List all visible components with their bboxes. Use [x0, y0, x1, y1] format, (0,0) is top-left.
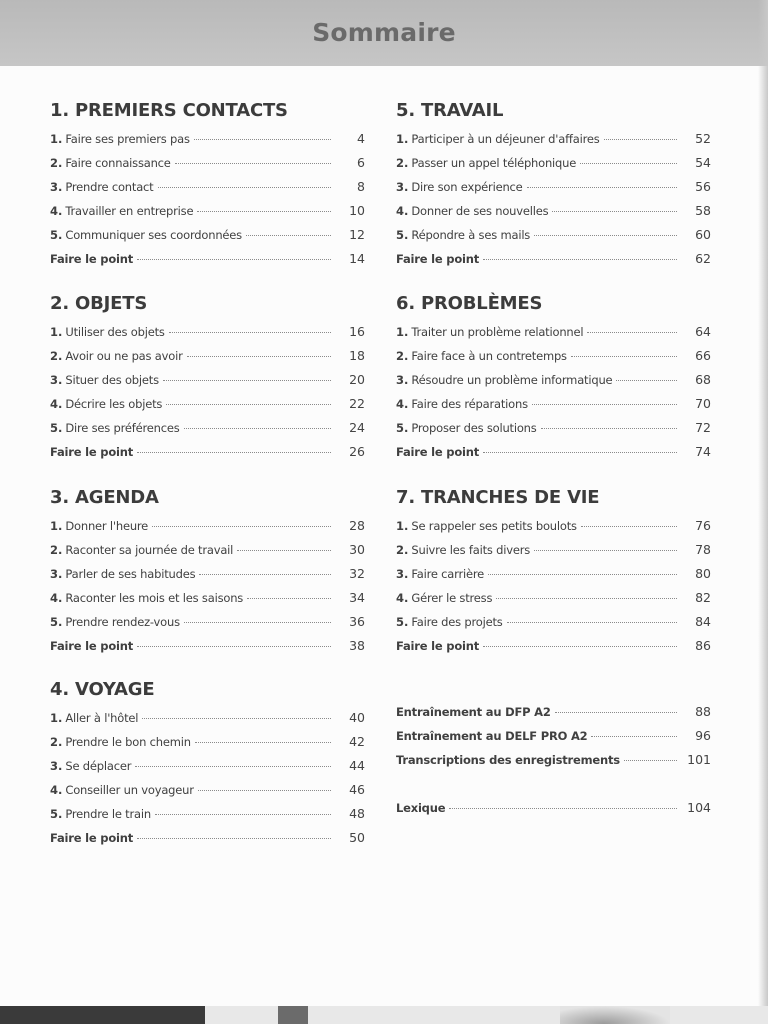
- entry-page-number: 20: [349, 372, 365, 387]
- entry-number: 4.: [50, 591, 63, 605]
- entry-label: Prendre rendez-vous: [65, 615, 180, 629]
- dot-leader: [552, 211, 677, 212]
- toc-entry[interactable]: [50, 151, 365, 175]
- toc-entry[interactable]: [50, 514, 365, 538]
- dot-leader: [184, 622, 331, 623]
- dot-leader: [534, 550, 677, 551]
- entry-label: Gérer le stress: [411, 591, 493, 605]
- entry-page-number: 24: [349, 420, 365, 435]
- entry-page-number: 42: [349, 734, 365, 749]
- entry-number: 5.: [50, 807, 63, 821]
- entry-label: Travailler en entreprise: [65, 204, 194, 218]
- dot-leader: [247, 598, 331, 599]
- dot-leader: [152, 526, 331, 527]
- entry-page-number: 74: [695, 444, 711, 459]
- entry-label: Traiter un problème relationnel: [411, 325, 584, 339]
- entry-label: Faire le point: [50, 831, 134, 845]
- entry-number: 1.: [50, 132, 63, 146]
- entry-page-number: 34: [349, 590, 365, 605]
- entry-label: Faire le point: [396, 445, 480, 459]
- toc-entry[interactable]: [50, 802, 365, 826]
- bottom-strip-mid: [278, 1006, 308, 1024]
- entry-page-number: 82: [695, 590, 711, 605]
- entry-page-number: 16: [349, 324, 365, 339]
- toc-entry[interactable]: [396, 440, 711, 464]
- entry-number: 3.: [50, 759, 63, 773]
- dot-leader: [169, 332, 331, 333]
- entry-page-number: 60: [695, 227, 711, 242]
- entry-number: 4.: [50, 204, 63, 218]
- entry-label: Dire son expérience: [411, 180, 523, 194]
- dot-leader: [604, 139, 677, 140]
- entry-label: Passer un appel téléphonique: [411, 156, 577, 170]
- dot-leader: [194, 139, 331, 140]
- entry-number: 2.: [396, 349, 409, 363]
- dot-leader: [616, 380, 677, 381]
- entry-page-number: 54: [695, 155, 711, 170]
- toc-entry[interactable]: [396, 223, 711, 247]
- entry-page-number: 84: [695, 614, 711, 629]
- dot-leader: [532, 404, 677, 405]
- toc-entry[interactable]: [396, 416, 711, 440]
- entry-number: 5.: [396, 615, 409, 629]
- entry-page-number: 28: [349, 518, 365, 533]
- entry-label: Communiquer ses coordonnées: [65, 228, 242, 242]
- toc-entry[interactable]: [396, 392, 711, 416]
- entry-label: Faire le point: [396, 639, 480, 653]
- entry-page-number: 52: [695, 131, 711, 146]
- entry-label: Faire carrière: [411, 567, 485, 581]
- dot-leader: [137, 646, 331, 647]
- toc-entry[interactable]: [396, 199, 711, 223]
- entry-page-number: 4: [357, 131, 365, 146]
- toc-entry[interactable]: [50, 247, 365, 271]
- toc-entry[interactable]: [396, 368, 711, 392]
- section-title: 5. TRAVAIL: [396, 100, 504, 121]
- entry-number: 5.: [396, 421, 409, 435]
- entry-label: Dire ses préférences: [65, 421, 180, 435]
- entry-number: 4.: [396, 397, 409, 411]
- dot-leader: [527, 187, 677, 188]
- dot-leader: [507, 622, 677, 623]
- bottom-strip-photo: [560, 1006, 670, 1024]
- toc-entry[interactable]: [396, 562, 711, 586]
- entry-number: 5.: [50, 615, 63, 629]
- toc-entry[interactable]: [396, 538, 711, 562]
- entry-page-number: 62: [695, 251, 711, 266]
- entry-page-number: 46: [349, 782, 365, 797]
- entry-label: Faire des réparations: [411, 397, 528, 411]
- section-title: 1. PREMIERS CONTACTS: [50, 100, 288, 121]
- dot-leader: [488, 574, 677, 575]
- entry-number: 3.: [50, 373, 63, 387]
- section-extras: [396, 700, 711, 820]
- toc-entry[interactable]: [50, 416, 365, 440]
- entry-number: 2.: [50, 735, 63, 749]
- toc-entry[interactable]: [50, 826, 365, 850]
- entry-label: Répondre à ses mails: [411, 228, 531, 242]
- entry-page-number: 101: [687, 752, 711, 767]
- dot-leader: [541, 428, 677, 429]
- entry-page-number: 12: [349, 227, 365, 242]
- dot-leader: [198, 790, 331, 791]
- bottom-strip-dark: [0, 1006, 205, 1024]
- entry-number: 1.: [50, 711, 63, 725]
- entry-label: Participer à un déjeuner d'affaires: [411, 132, 600, 146]
- entry-label: Résoudre un problème informatique: [411, 373, 613, 387]
- dot-leader: [158, 187, 332, 188]
- entry-number: 2.: [50, 156, 63, 170]
- page-edge-shadow: [758, 0, 768, 1024]
- entry-label: Suivre les faits divers: [411, 543, 531, 557]
- dot-leader: [483, 452, 677, 453]
- entry-number: 3.: [50, 567, 63, 581]
- toc-entry[interactable]: [396, 610, 711, 634]
- dot-leader: [591, 736, 677, 737]
- entry-number: 4.: [396, 591, 409, 605]
- entry-label: Faire connaissance: [65, 156, 171, 170]
- entry-label: Transcriptions des enregistrements: [396, 753, 620, 767]
- dot-leader: [199, 574, 331, 575]
- entry-label: Conseiller un voyageur: [65, 783, 194, 797]
- entry-page-number: 96: [695, 728, 711, 743]
- dot-leader: [483, 259, 677, 260]
- entry-number: 1.: [50, 325, 63, 339]
- entry-label: Donner l'heure: [65, 519, 149, 533]
- page-title: Sommaire: [312, 18, 456, 47]
- toc-entry[interactable]: [50, 440, 365, 464]
- left-column: [50, 0, 365, 900]
- toc-entry[interactable]: [396, 175, 711, 199]
- entry-label: Faire des projets: [411, 615, 503, 629]
- right-column: [396, 0, 711, 900]
- entry-page-number: 88: [695, 704, 711, 719]
- dot-leader: [166, 404, 331, 405]
- entry-number: 4.: [50, 783, 63, 797]
- dot-leader: [483, 646, 677, 647]
- toc-extra-entry[interactable]: [396, 724, 711, 748]
- entry-number: 1.: [396, 519, 409, 533]
- dot-leader: [195, 742, 331, 743]
- dot-leader: [496, 598, 677, 599]
- bottom-strip: [0, 1006, 768, 1024]
- dot-leader: [534, 235, 677, 236]
- entry-number: 4.: [50, 397, 63, 411]
- toc-entry[interactable]: [396, 344, 711, 368]
- toc-extra-entry[interactable]: [396, 796, 711, 820]
- section-tranches-de-vie: [396, 486, 711, 658]
- entry-number: 4.: [396, 204, 409, 218]
- entry-label: Aller à l'hôtel: [65, 711, 139, 725]
- toc-extra-entry[interactable]: [396, 748, 711, 772]
- entry-page-number: 86: [695, 638, 711, 653]
- entry-page-number: 104: [687, 800, 711, 815]
- entry-label: Faire ses premiers pas: [65, 132, 190, 146]
- toc-entry[interactable]: [50, 320, 365, 344]
- entry-page-number: 8: [357, 179, 365, 194]
- toc-entry[interactable]: [50, 610, 365, 634]
- toc-extra-entry[interactable]: [396, 700, 711, 724]
- dot-leader: [197, 211, 331, 212]
- entry-page-number: 36: [349, 614, 365, 629]
- entry-label: Entraînement au DFP A2: [396, 705, 551, 719]
- dot-leader: [137, 838, 331, 839]
- entry-label: Faire face à un contretemps: [411, 349, 567, 363]
- toc-entry[interactable]: [50, 392, 365, 416]
- entry-label: Raconter sa journée de travail: [65, 543, 234, 557]
- entry-label: Se rappeler ses petits boulots: [411, 519, 577, 533]
- dot-leader: [624, 760, 677, 761]
- entry-label: Donner de ses nouvelles: [411, 204, 549, 218]
- entry-page-number: 32: [349, 566, 365, 581]
- entry-page-number: 56: [695, 179, 711, 194]
- entry-page-number: 6: [357, 155, 365, 170]
- entry-page-number: 78: [695, 542, 711, 557]
- section-premiers-contacts: [50, 99, 365, 271]
- toc-entry[interactable]: [50, 344, 365, 368]
- toc-entry[interactable]: [50, 199, 365, 223]
- entry-label: Prendre le train: [65, 807, 151, 821]
- entry-page-number: 70: [695, 396, 711, 411]
- entry-number: 3.: [50, 180, 63, 194]
- toc-entry[interactable]: [396, 151, 711, 175]
- entry-number: 1.: [50, 519, 63, 533]
- dot-leader: [137, 452, 331, 453]
- section-title: 7. TRANCHES DE VIE: [396, 487, 600, 508]
- entry-number: 5.: [396, 228, 409, 242]
- section-title: 3. AGENDA: [50, 487, 159, 508]
- entry-page-number: 30: [349, 542, 365, 557]
- entry-page-number: 58: [695, 203, 711, 218]
- entry-page-number: 76: [695, 518, 711, 533]
- toc-entry[interactable]: [396, 127, 711, 151]
- entry-number: 2.: [396, 543, 409, 557]
- entry-label: Décrire les objets: [65, 397, 163, 411]
- entry-number: 3.: [396, 373, 409, 387]
- entry-page-number: 48: [349, 806, 365, 821]
- entry-label: Utiliser des objets: [65, 325, 165, 339]
- dot-leader: [135, 766, 331, 767]
- entry-label: Prendre le bon chemin: [65, 735, 191, 749]
- entry-number: 5.: [50, 228, 63, 242]
- entry-page-number: 72: [695, 420, 711, 435]
- toc-entry[interactable]: [50, 634, 365, 658]
- entry-number: 3.: [396, 180, 409, 194]
- entry-page-number: 22: [349, 396, 365, 411]
- entry-label: Entraînement au DELF PRO A2: [396, 729, 588, 743]
- entry-label: Raconter les mois et les saisons: [65, 591, 244, 605]
- entry-page-number: 18: [349, 348, 365, 363]
- entry-label: Faire le point: [396, 252, 480, 266]
- entry-label: Se déplacer: [65, 759, 132, 773]
- entry-page-number: 64: [695, 324, 711, 339]
- entry-label: Faire le point: [50, 445, 134, 459]
- entry-label: Parler de ses habitudes: [65, 567, 196, 581]
- toc-entry[interactable]: [50, 778, 365, 802]
- dot-leader: [449, 808, 677, 809]
- entry-label: Faire le point: [50, 252, 134, 266]
- entry-page-number: 66: [695, 348, 711, 363]
- dot-leader: [187, 356, 331, 357]
- toc-entry[interactable]: [50, 730, 365, 754]
- section-voyage: [50, 678, 365, 850]
- entry-number: 3.: [396, 567, 409, 581]
- dot-leader: [175, 163, 331, 164]
- entry-page-number: 26: [349, 444, 365, 459]
- entry-label: Lexique: [396, 801, 446, 815]
- dot-leader: [163, 380, 331, 381]
- toc-entry[interactable]: [396, 634, 711, 658]
- section-title: 2. OBJETS: [50, 293, 148, 314]
- toc-entry[interactable]: [50, 538, 365, 562]
- entry-label: Prendre contact: [65, 180, 154, 194]
- entry-page-number: 44: [349, 758, 365, 773]
- entry-number: 2.: [50, 543, 63, 557]
- toc-entry[interactable]: [396, 586, 711, 610]
- dot-leader: [246, 235, 331, 236]
- dot-leader: [237, 550, 331, 551]
- dot-leader: [555, 712, 677, 713]
- dot-leader: [137, 259, 331, 260]
- section-travail: [396, 99, 711, 271]
- toc-entry[interactable]: [50, 127, 365, 151]
- dot-leader: [580, 163, 677, 164]
- section-agenda: [50, 486, 365, 658]
- entry-number: 2.: [396, 156, 409, 170]
- section-title: 4. VOYAGE: [50, 679, 155, 700]
- dot-leader: [142, 718, 331, 719]
- toc-entry[interactable]: [50, 562, 365, 586]
- toc-entry[interactable]: [50, 706, 365, 730]
- toc-entry[interactable]: [50, 586, 365, 610]
- dot-leader: [155, 814, 331, 815]
- entry-page-number: 14: [349, 251, 365, 266]
- dot-leader: [581, 526, 677, 527]
- toc-entry[interactable]: [396, 247, 711, 271]
- entry-page-number: 80: [695, 566, 711, 581]
- entry-label: Situer des objets: [65, 373, 159, 387]
- toc-entry[interactable]: [396, 514, 711, 538]
- dot-leader: [587, 332, 677, 333]
- toc-entry[interactable]: [50, 223, 365, 247]
- entry-number: 5.: [50, 421, 63, 435]
- entry-number: 2.: [50, 349, 63, 363]
- entry-page-number: 40: [349, 710, 365, 725]
- section-title: 6. PROBLÈMES: [396, 293, 543, 314]
- entry-label: Faire le point: [50, 639, 134, 653]
- entry-number: 1.: [396, 132, 409, 146]
- section-objets: [50, 292, 365, 464]
- entry-label: Avoir ou ne pas avoir: [65, 349, 183, 363]
- entry-page-number: 10: [349, 203, 365, 218]
- toc-entry[interactable]: [50, 754, 365, 778]
- toc-entry[interactable]: [50, 368, 365, 392]
- toc-entry[interactable]: [396, 320, 711, 344]
- entry-page-number: 50: [349, 830, 365, 845]
- dot-leader: [184, 428, 331, 429]
- entry-page-number: 38: [349, 638, 365, 653]
- entry-page-number: 68: [695, 372, 711, 387]
- section-problemes: [396, 292, 711, 464]
- entry-label: Proposer des solutions: [411, 421, 537, 435]
- entry-number: 1.: [396, 325, 409, 339]
- dot-leader: [571, 356, 677, 357]
- toc-entry[interactable]: [50, 175, 365, 199]
